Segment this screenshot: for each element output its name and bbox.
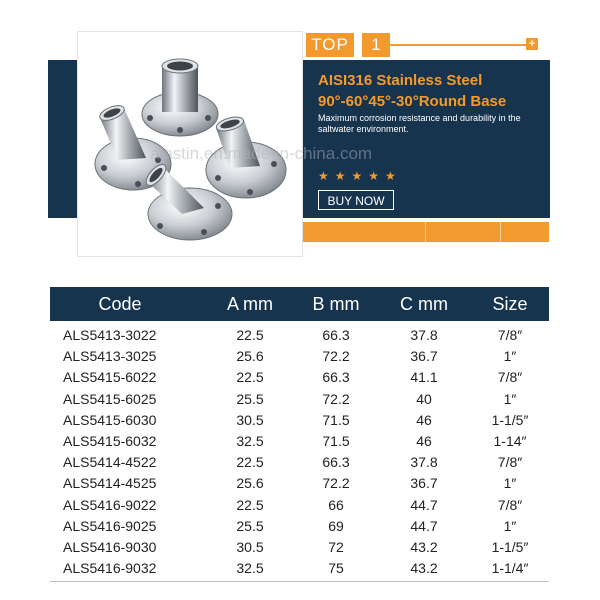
cell-a-mm: 25.6 [236, 348, 264, 365]
header-code: Code [98, 294, 142, 314]
watermark: alastin.en.made-in-china.com [150, 144, 373, 163]
cell-b-mm: 72.2 [322, 348, 350, 365]
cell-code: ALS5414-4522 [63, 454, 157, 471]
cell-size: 1″ [503, 517, 517, 534]
cell-a-mm: 22.5 [236, 327, 264, 343]
table-row [50, 367, 549, 388]
top-number: 1 [362, 33, 390, 57]
cell-b-mm: 66.3 [322, 327, 350, 343]
top-label: TOP [306, 33, 354, 57]
cell-a-mm: 30.5 [236, 539, 264, 555]
cell-a-mm: 22.5 [236, 496, 264, 513]
product-title-line2: 90°-60°45°-30°Round Base [318, 93, 507, 110]
cell-code: ALS5413-3022 [63, 327, 157, 343]
table-row [50, 431, 549, 452]
header-size: Size [492, 294, 528, 314]
product-title-line1: AISI316 Stainless Steel [318, 72, 483, 89]
cell-size: 7/8″ [497, 496, 523, 513]
cell-size: 1″ [503, 348, 517, 365]
table-row [50, 452, 549, 473]
table-row [50, 473, 549, 494]
cell-size: 1-1/5″ [491, 411, 529, 428]
product-subtitle: Maximum corrosion resistance and durability in the saltwater environment. [318, 113, 521, 134]
cell-code: ALS5416-9025 [63, 517, 157, 534]
cell-a-mm: 32.5 [236, 433, 264, 449]
cell-code: ALS5415-6030 [63, 411, 157, 428]
fitting-90-image [142, 59, 218, 136]
cell-b-mm: 69 [328, 517, 344, 534]
cell-size: 1-1/5″ [491, 539, 529, 555]
cell-code: ALS5414-4525 [63, 475, 157, 492]
spec-table-header [50, 287, 549, 321]
cell-b-mm: 75 [328, 560, 344, 577]
banner-orange-strip [300, 222, 549, 242]
cell-c-mm: 37.8 [410, 327, 438, 343]
cell-a-mm: 22.5 [236, 369, 264, 386]
table-row [50, 537, 549, 558]
cell-c-mm: 44.7 [410, 517, 438, 534]
cell-a-mm: 22.5 [236, 454, 264, 471]
rating-stars-icon: ★★★★★ [318, 169, 402, 183]
cell-code: ALS5413-3025 [63, 348, 157, 365]
cell-c-mm: 43.2 [410, 539, 438, 555]
cell-b-mm: 72.2 [322, 475, 350, 492]
cell-b-mm: 71.5 [322, 411, 350, 428]
cell-c-mm: 41.1 [410, 369, 438, 386]
cell-c-mm: 43.2 [410, 560, 438, 577]
cell-size: 1-14″ [493, 433, 527, 449]
cell-b-mm: 66.3 [322, 369, 350, 386]
table-row [50, 410, 549, 431]
cell-code: ALS5415-6022 [63, 369, 157, 386]
cell-size: 1″ [503, 390, 517, 407]
cell-a-mm: 25.5 [236, 517, 264, 534]
product-title [318, 70, 550, 112]
table-row [50, 495, 549, 516]
header-c-mm: C mm [400, 294, 448, 314]
cell-c-mm: 46 [416, 433, 432, 449]
top-line [390, 44, 530, 46]
cell-size: 1-1/4″ [491, 560, 529, 577]
cell-code: ALS5416-9030 [63, 539, 157, 555]
table-row [50, 516, 549, 537]
cell-size: 7/8″ [497, 369, 523, 386]
cell-b-mm: 72.2 [322, 390, 350, 407]
cell-c-mm: 36.7 [410, 475, 438, 492]
buy-now-button[interactable]: BUY NOW [318, 190, 394, 210]
cell-c-mm: 36.7 [410, 348, 438, 365]
plus-icon[interactable]: + [526, 38, 538, 50]
cell-code: ALS5415-6025 [63, 390, 157, 407]
cell-c-mm: 40 [416, 390, 432, 407]
cell-b-mm: 66.3 [322, 454, 350, 471]
cell-code: ALS5415-6032 [63, 433, 157, 449]
table-row [50, 389, 549, 410]
cell-a-mm: 25.6 [236, 475, 264, 492]
cell-c-mm: 37.8 [410, 454, 438, 471]
header-a-mm: A mm [226, 294, 273, 314]
cell-a-mm: 25.5 [236, 390, 264, 407]
cell-size: 7/8″ [497, 454, 523, 471]
cell-size: 7/8″ [497, 327, 523, 343]
cell-code: ALS5416-9022 [63, 496, 157, 513]
cell-a-mm: 32.5 [236, 560, 264, 577]
table-row [50, 346, 549, 367]
table-row [50, 325, 549, 346]
table-row [50, 558, 549, 579]
cell-b-mm: 66 [328, 496, 344, 513]
cell-c-mm: 46 [416, 411, 432, 428]
cell-b-mm: 72 [328, 539, 344, 555]
cell-code: ALS5416-9032 [63, 560, 157, 577]
cell-a-mm: 30.5 [236, 411, 264, 428]
cell-c-mm: 44.7 [410, 496, 438, 513]
table-bottom-divider [50, 581, 549, 582]
cell-b-mm: 71.5 [322, 433, 350, 449]
header-b-mm: B mm [312, 294, 360, 314]
cell-size: 1″ [503, 475, 517, 492]
